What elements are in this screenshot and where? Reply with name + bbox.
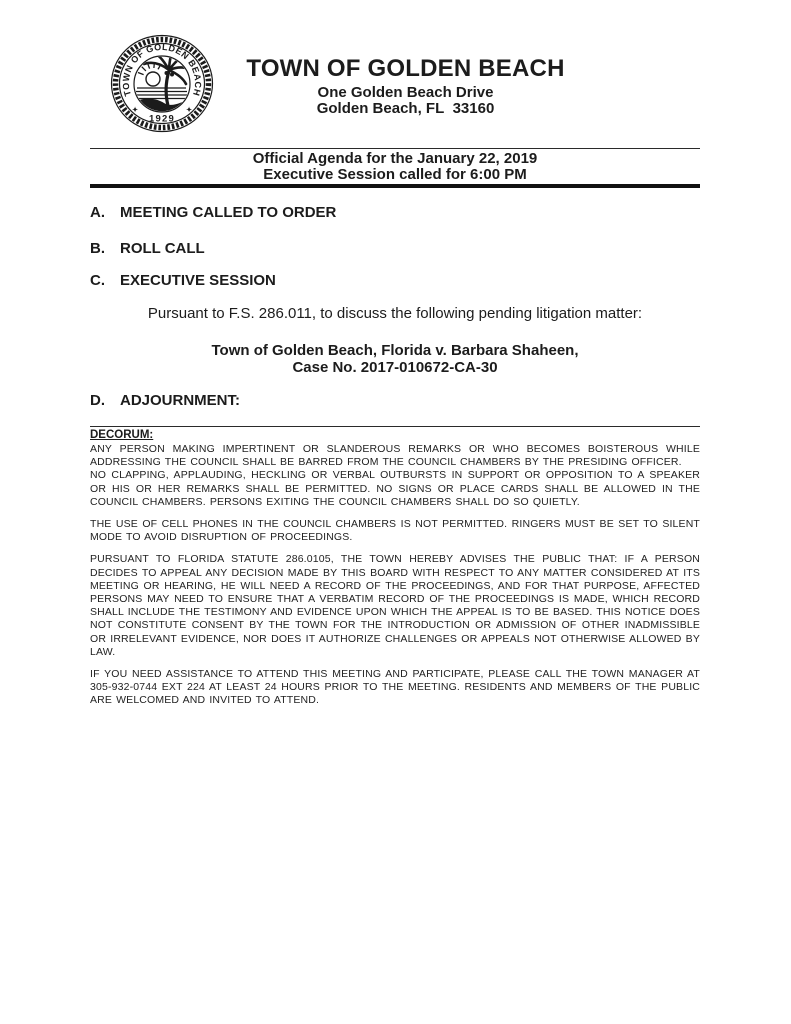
item-letter: D. (90, 392, 105, 409)
agenda-item-meeting-called-to-order (90, 205, 700, 220)
seal-ring-text: TOWN OF GOLDEN BEACH (120, 41, 204, 98)
page-title: TOWN OF GOLDEN BEACH (246, 55, 565, 82)
item-letter: A. (90, 204, 105, 221)
banner-line-2: Executive Session called for 6:00 PM (263, 166, 527, 183)
item-label: EXECUTIVE SESSION (120, 272, 276, 289)
case-caption-line-2: Case No. 2017-010672-CA-30 (292, 359, 498, 376)
banner-line-1: Official Agenda for the January 22, 2019 (252, 150, 538, 167)
case-caption-line-1: Town of Golden Beach, Florida v. Barbara Shaheen, (211, 342, 579, 359)
case-caption (90, 342, 700, 376)
address-line-2: Golden Beach, FL 33160 (316, 100, 495, 117)
executive-session-intro: Pursuant to F.S. 286.011, to discuss the following pending litigation matter: (147, 305, 643, 322)
decorum-paragraph: NO CLAPPING, APPLAUDING, HECKLING OR VERBAL OUTBURSTS IN SUPPORT OR OPPOSITION TO A SPEAKER OR HIS OR HER REMARKS SHALL BE PERMITTED. NO SIGNS OR PLACE CARDS SHALL BE ALLOWED IN THE COUNCIL CHAMBERS. PERSONS EXITING THE COUNCIL CHAMBERS SHALL DO SO QUIETLY. (90, 469, 700, 508)
seal-star-right-icon: ✦ (186, 107, 192, 114)
seal-year: 1929 (149, 113, 175, 125)
agenda-item-adjournment (90, 393, 700, 408)
agenda-item-executive-session (90, 273, 700, 288)
decorum-paragraph: ANY PERSON MAKING IMPERTINENT OR SLANDEROUS REMARKS OR WHO BECOMES BOISTEROUS WHILE ADDRESSING THE COUNCIL SHALL BE BARRED FROM THE COUNCIL CHAMBERS BY THE PRESIDING OFFICER. (90, 443, 700, 469)
item-letter: C. (90, 272, 105, 289)
letterhead (0, 55, 791, 117)
address-line-1: One Golden Beach Drive (317, 84, 494, 101)
decorum-heading: DECORUM: (90, 429, 154, 441)
seal-star-left-icon: ✦ (132, 107, 138, 114)
decorum-paragraph: IF YOU NEED ASSISTANCE TO ATTEND THIS MEETING AND PARTICIPATE, PLEASE CALL THE TOWN MANAGER AT 305-932-0744 EXT 224 AT LEAST 24 HOURS PRIOR TO THE MEETING. RESIDENTS AND MEMBERS OF THE PUBLIC ARE WELCOMED AND INVITED TO ATTEND. (90, 668, 700, 707)
agenda-body (90, 188, 700, 708)
agenda-banner (90, 148, 700, 188)
item-letter: B. (90, 240, 105, 257)
decorum-section (90, 426, 700, 708)
agenda-item-roll-call (90, 241, 700, 256)
item-label: ADJOURNMENT: (120, 392, 240, 409)
item-label: ROLL CALL (120, 240, 205, 257)
decorum-paragraph: PURSUANT TO FLORIDA STATUTE 286.0105, THE TOWN HEREBY ADVISES THE PUBLIC THAT: IF A PERSON DECIDES TO APPEAL ANY DECISION MADE BY THIS BOARD WITH RESPECT TO ANY MATTER CONSIDERED AT ITS MEETING OR HEARING, HE WILL NEED A RECORD OF THE PROCEEDINGS, AND FOR THAT PURPOSE, AFFECTED PERSONS MAY NEED TO ENSURE THAT A VERBATIM RECORD OF THE PROCEEDINGS IS MADE, WHICH RECORD SHALL INCLUDE THE TESTIMONY AND EVIDENCE UPON WHICH THE APPEAL IS TO BE BASED. THIS NOTICE DOES NOT CONSTITUTE CONSENT BY THE TOWN FOR THE INTRODUCTION OR ADMISSION OF OTHER INADMISSIBLE OR IRRELEVANT EVIDENCE, NOR DOES IT AUTHORIZE CHALLENGES OR APPEALS NOT OTHERWISE ALLOWED BY LAW. (90, 553, 700, 658)
decorum-paragraph: THE USE OF CELL PHONES IN THE COUNCIL CHAMBERS IS NOT PERMITTED. RINGERS MUST BE SET TO SILENT MODE TO AVOID DISRUPTION OF PROCEEDINGS. (90, 518, 700, 544)
item-label: MEETING CALLED TO ORDER (120, 204, 337, 221)
